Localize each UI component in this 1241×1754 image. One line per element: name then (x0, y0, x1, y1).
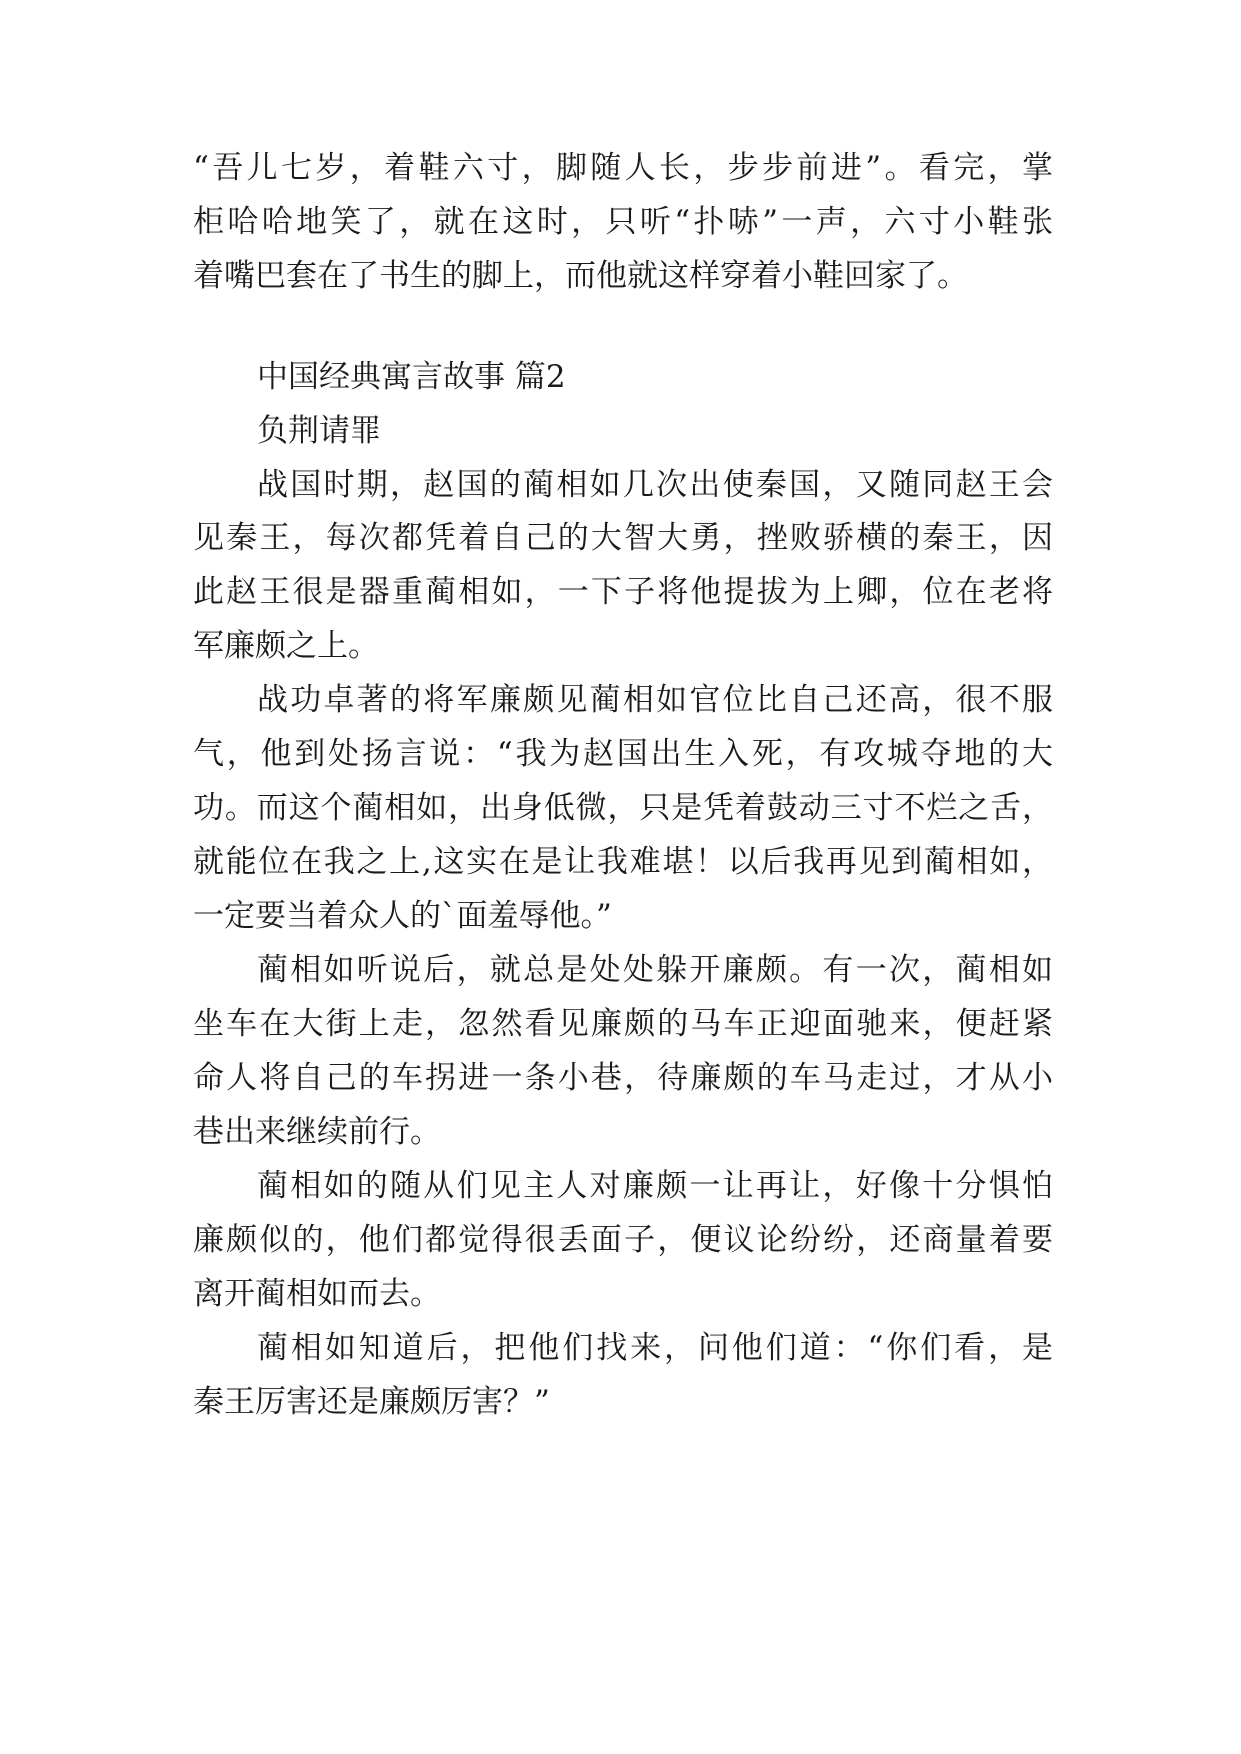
paragraph-line: 廉颇似的，他们都觉得很丢面子，便议论纷纷，还商量着要 (193, 1222, 1053, 1258)
paragraph-line: 命人将自己的车拐进一条小巷，待廉颇的车马走过，才从小 (193, 1060, 1053, 1096)
intro-line: “吾儿七岁，着鞋六寸，脚随人长，步步前进”。看完，掌 (193, 150, 1053, 186)
story-title: 负荆请罪 (257, 413, 381, 449)
paragraph-line: 蔺相如知道后，把他们找来，问他们道：“你们看，是 (257, 1330, 1053, 1366)
paragraph-line: 战国时期，赵国的蔺相如几次出使秦国，又随同赵王会 (257, 467, 1053, 503)
paragraph-line: 蔺相如听说后，就总是处处躲开廉颇。有一次，蔺相如 (257, 952, 1053, 988)
paragraph-line: 一定要当着众人的`面羞辱他。” (193, 898, 612, 934)
paragraph-line: 坐车在大街上走，忽然看见廉颇的马车正迎面驰来，便赶紧 (193, 1006, 1053, 1042)
paragraph-line: 秦王厉害还是廉颇厉害？” (193, 1384, 550, 1420)
paragraph-line: 功。而这个蔺相如，出身低微，只是凭着鼓动三寸不烂之舌， (193, 790, 1053, 826)
paragraph-line: 见秦王，每次都凭着自己的大智大勇，挫败骄横的秦王，因 (193, 520, 1053, 556)
paragraph-line: 战功卓著的将军廉颇见蔺相如官位比自己还高，很不服 (257, 682, 1053, 718)
paragraph-line: 就能位在我之上,这实在是让我难堪！以后我再见到蔺相如， (193, 844, 1053, 880)
paragraph-line: 离开蔺相如而去。 (193, 1276, 441, 1312)
intro-line: 着嘴巴套在了书生的脚上，而他就这样穿着小鞋回家了。 (193, 258, 968, 294)
intro-line: 柜哈哈地笑了，就在这时，只听“扑哧”一声，六寸小鞋张 (193, 204, 1053, 240)
section-heading: 中国经典寓言故事 篇2 (257, 359, 566, 395)
paragraph-line: 巷出来继续前行。 (193, 1114, 441, 1150)
paragraph-line: 军廉颇之上。 (193, 628, 379, 664)
paragraph-line: 气，他到处扬言说：“我为赵国出生入死，有攻城夺地的大 (193, 736, 1053, 772)
paragraph-line: 此赵王很是器重蔺相如，一下子将他提拔为上卿，位在老将 (193, 574, 1053, 610)
paragraph-line: 蔺相如的随从们见主人对廉颇一让再让，好像十分惧怕 (257, 1168, 1053, 1204)
